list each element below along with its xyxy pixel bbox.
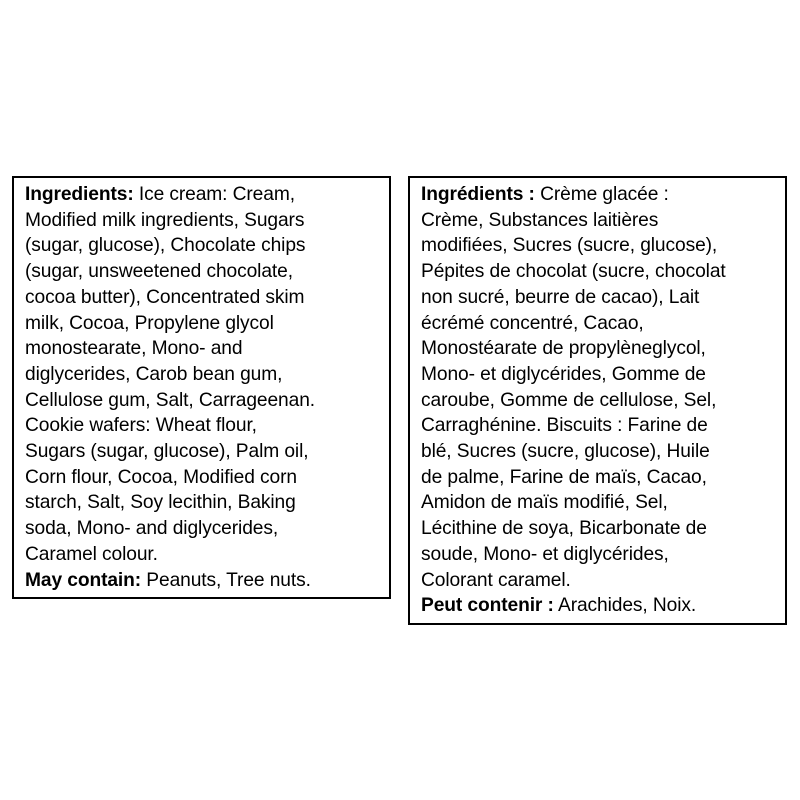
ingredients-line: Pépites de chocolat (sucre, chocolat: [421, 261, 726, 283]
ingredients-line: Amidon de maïs modifié, Sel,: [421, 492, 668, 514]
ingredients-heading: Ingrédients :: [421, 184, 535, 205]
ingredients-line: milk, Cocoa, Propylene glycol: [25, 312, 274, 334]
ingredients-line: Cellulose gum, Salt, Carrageenan.: [25, 389, 316, 411]
may-contain-heading: Peut contenir :: [421, 595, 554, 617]
may-contain-heading: May contain:: [25, 569, 142, 591]
ingredients-line: Lécithine de soya, Bicarbonate de: [421, 518, 707, 540]
ingredients-line: starch, Salt, Soy lecithin, Baking: [25, 492, 296, 514]
ingredients-line: (sugar, glucose), Chocolate chips: [25, 235, 306, 257]
ingredients-text-english: [25, 182, 379, 593]
ingredients-line-text: Ice cream: Cream,: [133, 184, 295, 205]
allergen-line: [25, 568, 379, 594]
ingredients-line: Caramel colour.: [25, 543, 158, 565]
allergen-line: [421, 593, 775, 619]
ingredients-line: caroube, Gomme de cellulose, Sel,: [421, 389, 717, 411]
may-contain-text: Arachides, Noix.: [553, 595, 697, 617]
ingredients-text-french: [421, 182, 775, 619]
ingredients-line: diglycerides, Carob bean gum,: [25, 363, 283, 385]
ingredients-line: Corn flour, Cocoa, Modified corn: [25, 466, 297, 488]
ingredients-line: Sugars (sugar, glucose), Palm oil,: [25, 441, 309, 463]
ingredients-line: soda, Mono- and diglycerides,: [25, 518, 279, 540]
ingredients-line: Colorant caramel.: [421, 569, 571, 591]
ingredients-line: [421, 182, 775, 208]
ingredients-line: blé, Sucres (sucre, glucose), Huile: [421, 441, 710, 463]
ingredients-line: Modified milk ingredients, Sugars: [25, 209, 305, 231]
ingredients-line: Mono- et diglycérides, Gomme de: [421, 363, 706, 385]
ingredients-line: cocoa butter), Concentrated skim: [25, 286, 305, 308]
ingredients-line: non sucré, beurre de cacao), Lait: [421, 286, 700, 308]
ingredients-panel-french: [408, 176, 787, 625]
ingredients-line: modifiées, Sucres (sucre, glucose),: [421, 235, 718, 257]
may-contain-text: Peanuts, Tree nuts.: [141, 569, 311, 591]
ingredients-line: Crème, Substances laitières: [421, 209, 659, 231]
ingredients-line: de palme, Farine de maïs, Cacao,: [421, 466, 707, 488]
ingredients-line: (sugar, unsweetened chocolate,: [25, 261, 293, 283]
ingredients-line: Monostéarate de propylèneglycol,: [421, 338, 706, 360]
ingredients-line: écrémé concentré, Cacao,: [421, 312, 644, 334]
ingredients-heading: Ingredients:: [25, 184, 134, 205]
ingredients-line: [25, 182, 379, 208]
ingredients-panel-english: [12, 176, 391, 599]
ingredients-line: Carraghénine. Biscuits : Farine de: [421, 415, 708, 437]
ingredients-line: Cookie wafers: Wheat flour,: [25, 415, 257, 437]
ingredients-line-text: Crème glacée :: [534, 184, 669, 205]
ingredients-line: monostearate, Mono- and: [25, 338, 243, 360]
ingredients-line: soude, Mono- et diglycérides,: [421, 543, 669, 565]
